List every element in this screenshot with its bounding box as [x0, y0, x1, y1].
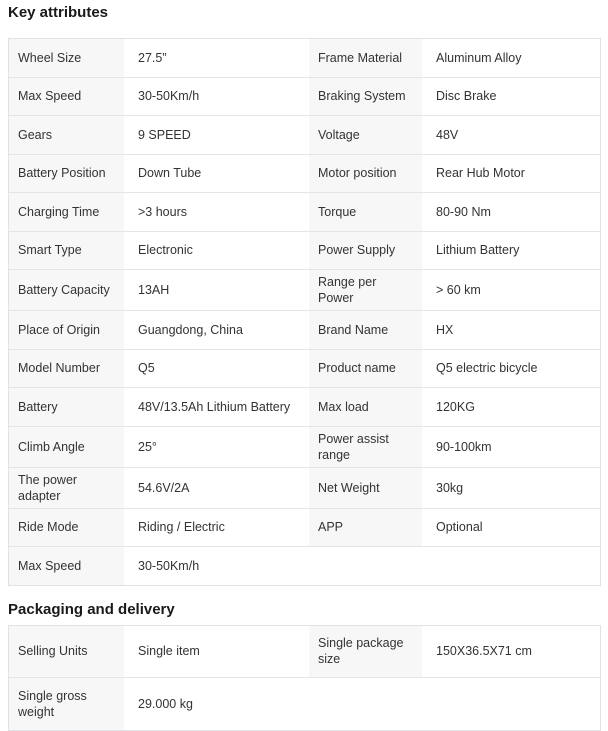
spec-label-cell: Product name	[309, 350, 422, 388]
spec-label-cell: Max Speed	[9, 547, 124, 585]
spec-row	[9, 78, 600, 117]
spec-label-cell: Range per Power	[309, 270, 422, 310]
spec-value-cell: Riding / Electric	[124, 509, 309, 547]
spec-value-cell: Single item	[124, 626, 309, 678]
spec-label-cell: Smart Type	[9, 232, 124, 270]
spec-row	[9, 468, 600, 509]
spec-value-cell: Down Tube	[124, 155, 309, 193]
spec-label-cell: The power adapter	[9, 468, 124, 508]
spec-value-cell: 30-50Km/h	[124, 547, 309, 585]
spec-row	[9, 155, 600, 194]
spec-row	[9, 678, 600, 730]
spec-value-cell: 48V	[422, 116, 600, 154]
spec-label-cell: Torque	[309, 193, 422, 231]
spec-label-cell: Single gross weight	[9, 678, 124, 730]
spec-row	[9, 116, 600, 155]
spec-label-cell: Power Supply	[309, 232, 422, 270]
spec-label-cell: Battery Capacity	[9, 270, 124, 310]
spec-value-cell: 13AH	[124, 270, 309, 310]
spec-empty-cell	[309, 547, 600, 585]
spec-value-cell: 9 SPEED	[124, 116, 309, 154]
spec-value-cell: Lithium Battery	[422, 232, 600, 270]
spec-row	[9, 311, 600, 350]
spec-value-cell: Guangdong, China	[124, 311, 309, 349]
spec-label-cell: Max load	[309, 388, 422, 426]
spec-label-cell: Charging Time	[9, 193, 124, 231]
spec-row	[9, 427, 600, 468]
spec-label-cell: Selling Units	[9, 626, 124, 678]
spec-label-cell: Place of Origin	[9, 311, 124, 349]
spec-label-cell: Gears	[9, 116, 124, 154]
spec-label-cell: Ride Mode	[9, 509, 124, 547]
spec-label-cell: Motor position	[309, 155, 422, 193]
spec-value-cell: Q5 electric bicycle	[422, 350, 600, 388]
packaging-table	[8, 625, 601, 731]
key-attributes-table	[8, 38, 601, 586]
spec-label-cell: Net Weight	[309, 468, 422, 508]
spec-value-cell: 90-100km	[422, 427, 600, 467]
spec-label-cell: Model Number	[9, 350, 124, 388]
spec-value-cell: 150X36.5X71 cm	[422, 626, 600, 678]
spec-value-cell: 29.000 kg	[124, 678, 309, 730]
spec-value-cell: Electronic	[124, 232, 309, 270]
spec-value-cell: 120KG	[422, 388, 600, 426]
spec-value-cell: 30kg	[422, 468, 600, 508]
key-attributes-title: Key attributes	[8, 4, 109, 21]
spec-row	[9, 193, 600, 232]
spec-label-cell: Single package size	[309, 626, 422, 678]
spec-label-cell: Braking System	[309, 78, 422, 116]
spec-empty-cell	[309, 678, 600, 730]
spec-label-cell: Voltage	[309, 116, 422, 154]
spec-value-cell: 30-50Km/h	[124, 78, 309, 116]
spec-value-cell: > 60 km	[422, 270, 600, 310]
spec-row	[9, 509, 600, 548]
spec-label-cell: Brand Name	[309, 311, 422, 349]
spec-value-cell: Q5	[124, 350, 309, 388]
spec-value-cell: Rear Hub Motor	[422, 155, 600, 193]
spec-row	[9, 39, 600, 78]
spec-label-cell: Battery Position	[9, 155, 124, 193]
spec-value-cell: 54.6V/2A	[124, 468, 309, 508]
spec-value-cell: Disc Brake	[422, 78, 600, 116]
spec-label-cell: Battery	[9, 388, 124, 426]
spec-row	[9, 547, 600, 585]
spec-row	[9, 388, 600, 427]
spec-label-cell: Frame Material	[309, 39, 422, 77]
spec-row	[9, 270, 600, 311]
spec-value-cell: 27.5”	[124, 39, 309, 77]
spec-label-cell: Wheel Size	[9, 39, 124, 77]
spec-label-cell: Climb Angle	[9, 427, 124, 467]
spec-value-cell: >3 hours	[124, 193, 309, 231]
spec-row	[9, 350, 600, 389]
spec-label-cell: APP	[309, 509, 422, 547]
spec-value-cell: 48V/13.5Ah Lithium Battery	[124, 388, 309, 426]
spec-value-cell: 25°	[124, 427, 309, 467]
packaging-title: Packaging and delivery	[8, 600, 175, 618]
spec-value-cell: HX	[422, 311, 600, 349]
spec-value-cell: Optional	[422, 509, 600, 547]
spec-value-cell: Aluminum Alloy	[422, 39, 600, 77]
spec-row	[9, 232, 600, 271]
spec-label-cell: Max Speed	[9, 78, 124, 116]
spec-value-cell: 80-90 Nm	[422, 193, 600, 231]
spec-label-cell: Power assist range	[309, 427, 422, 467]
spec-row	[9, 626, 600, 679]
